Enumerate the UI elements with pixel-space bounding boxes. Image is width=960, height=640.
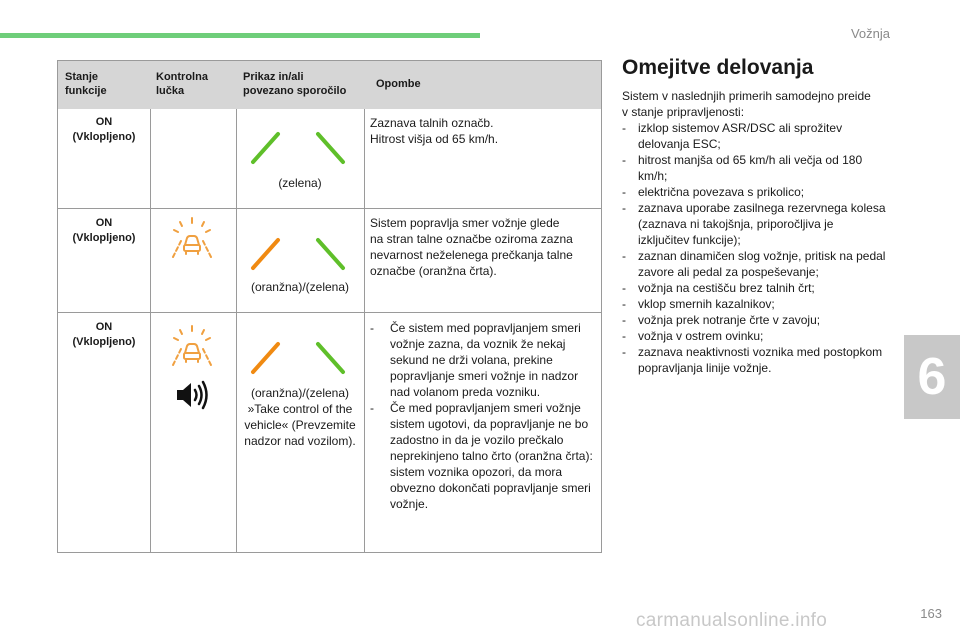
- function-status-table: [57, 60, 602, 553]
- row-3-display-caption: (oranžna)/(zelena) »Take control of the vehicle« (Prevzemite nadzor nad vozilom).: [244, 386, 356, 448]
- list-item: - vklop smernih kazalnikov;: [622, 297, 775, 311]
- row-2-note: Sistem popravlja smer vožnje glede na stran talne označbe oziroma zazna nevarnost neželenega prečkanja talne označbe (oranžna črta).: [370, 216, 573, 278]
- header-accent-bar: [0, 33, 480, 38]
- lane-lines-icon: [250, 237, 346, 271]
- row-1-state: ON (Vklopljeno): [72, 116, 136, 143]
- column-divider: [364, 109, 365, 552]
- row-1-note: Zaznava talnih označb. Hitrost višja od 65 km/h.: [370, 116, 499, 146]
- table-header: [58, 61, 601, 109]
- list-item: - hitrost manjša od 65 km/h ali večja od 180 km/h;: [622, 153, 863, 183]
- section-header: Vožnja: [850, 26, 890, 41]
- list-item: - zaznava neaktivnosti voznika med postopkom popravljanja linije vožnje.: [622, 345, 883, 375]
- list-item: - Če med popravljanjem smeri vožnje sistem ugotovi, da popravljanje ne bo zadostno in da je vozilo prečkalo neprekinjeno talno črto (oranžna črta): sistem voznika opozori, da mora obvezno dokončati popravljanje smeri vožnje.: [370, 401, 593, 511]
- row-2-display-caption: (oranžna)/(zelena): [250, 280, 350, 294]
- chapter-tab: 6: [904, 335, 960, 419]
- speaker-sound-icon: [174, 379, 212, 411]
- watermark: carmanualsonline.info: [636, 610, 828, 631]
- lane-keep-warning-icon: [170, 215, 214, 259]
- list-item: - zaznava uporabe zasilnega rezervnega kolesa (zaznava ni takojšnja, priporočljiva je izključitev funkcije);: [622, 201, 886, 247]
- list-item-text: Če med popravljanjem smeri vožnje sistem ugotovi, da popravljanje ne bo zadostno in da je vozilo prečkalo neprekinjeno talno črto (oranžna črta): sistem voznika opozori, da mora obvezno dokončati popravljanje smeri vožnje.: [390, 401, 593, 511]
- column-header-lamp: Kontrolna lučka: [156, 71, 208, 97]
- list-item: - izklop sistemov ASR/DSC ali sprožitev delovanja ESC;: [622, 121, 843, 151]
- row-divider: [58, 312, 601, 313]
- lane-lines-icon: [250, 131, 346, 165]
- list-item: - električna povezava s prikolico;: [622, 185, 805, 199]
- list-item: - zaznan dinamičen slog vožnje, pritisk na pedal zavore ali pedal za pospeševanje;: [622, 249, 886, 279]
- row-divider: [58, 208, 601, 209]
- section-intro: Sistem v naslednjih primerih samodejno preide v stanje pripravljenosti:: [622, 89, 871, 119]
- lane-lines-icon: [250, 341, 346, 375]
- list-item: - Če sistem med popravljanjem smeri vožnje zazna, da voznik že nekaj sekund ne drži volana, prekine popravljanje smeri vožnje in nadzor nad volanom preda vozniku.: [370, 321, 581, 399]
- limitations-list: [622, 120, 887, 376]
- list-item: - vožnja prek notranje črte v zavoju;: [622, 313, 821, 327]
- row-2-state: ON (Vklopljeno): [72, 217, 136, 244]
- list-item: - vožnja v ostrem ovinku;: [622, 329, 764, 343]
- list-item-text: Če sistem med popravljanjem smeri vožnje zazna, da voznik že nekaj sekund ne drži volana, prekine popravljanje smeri vožnje in nadzor nad volanom preda vozniku.: [390, 321, 581, 399]
- list-item: - vožnja na cestišču brez talnih črt;: [622, 281, 815, 295]
- row-3-state: ON (Vklopljeno): [72, 321, 136, 348]
- column-header-display: Prikaz in/ali povezano sporočilo: [243, 71, 347, 97]
- row-1-display-caption: (zelena): [278, 176, 322, 190]
- page-number: 163: [920, 606, 942, 621]
- column-header-notes: Opombe: [376, 78, 421, 90]
- column-divider: [150, 109, 151, 552]
- row-3-note-list: [370, 320, 600, 512]
- section-title: Omejitve delovanja: [622, 56, 814, 79]
- column-header-state: Stanje funkcije: [65, 71, 107, 97]
- lane-keep-warning-icon: [170, 323, 214, 367]
